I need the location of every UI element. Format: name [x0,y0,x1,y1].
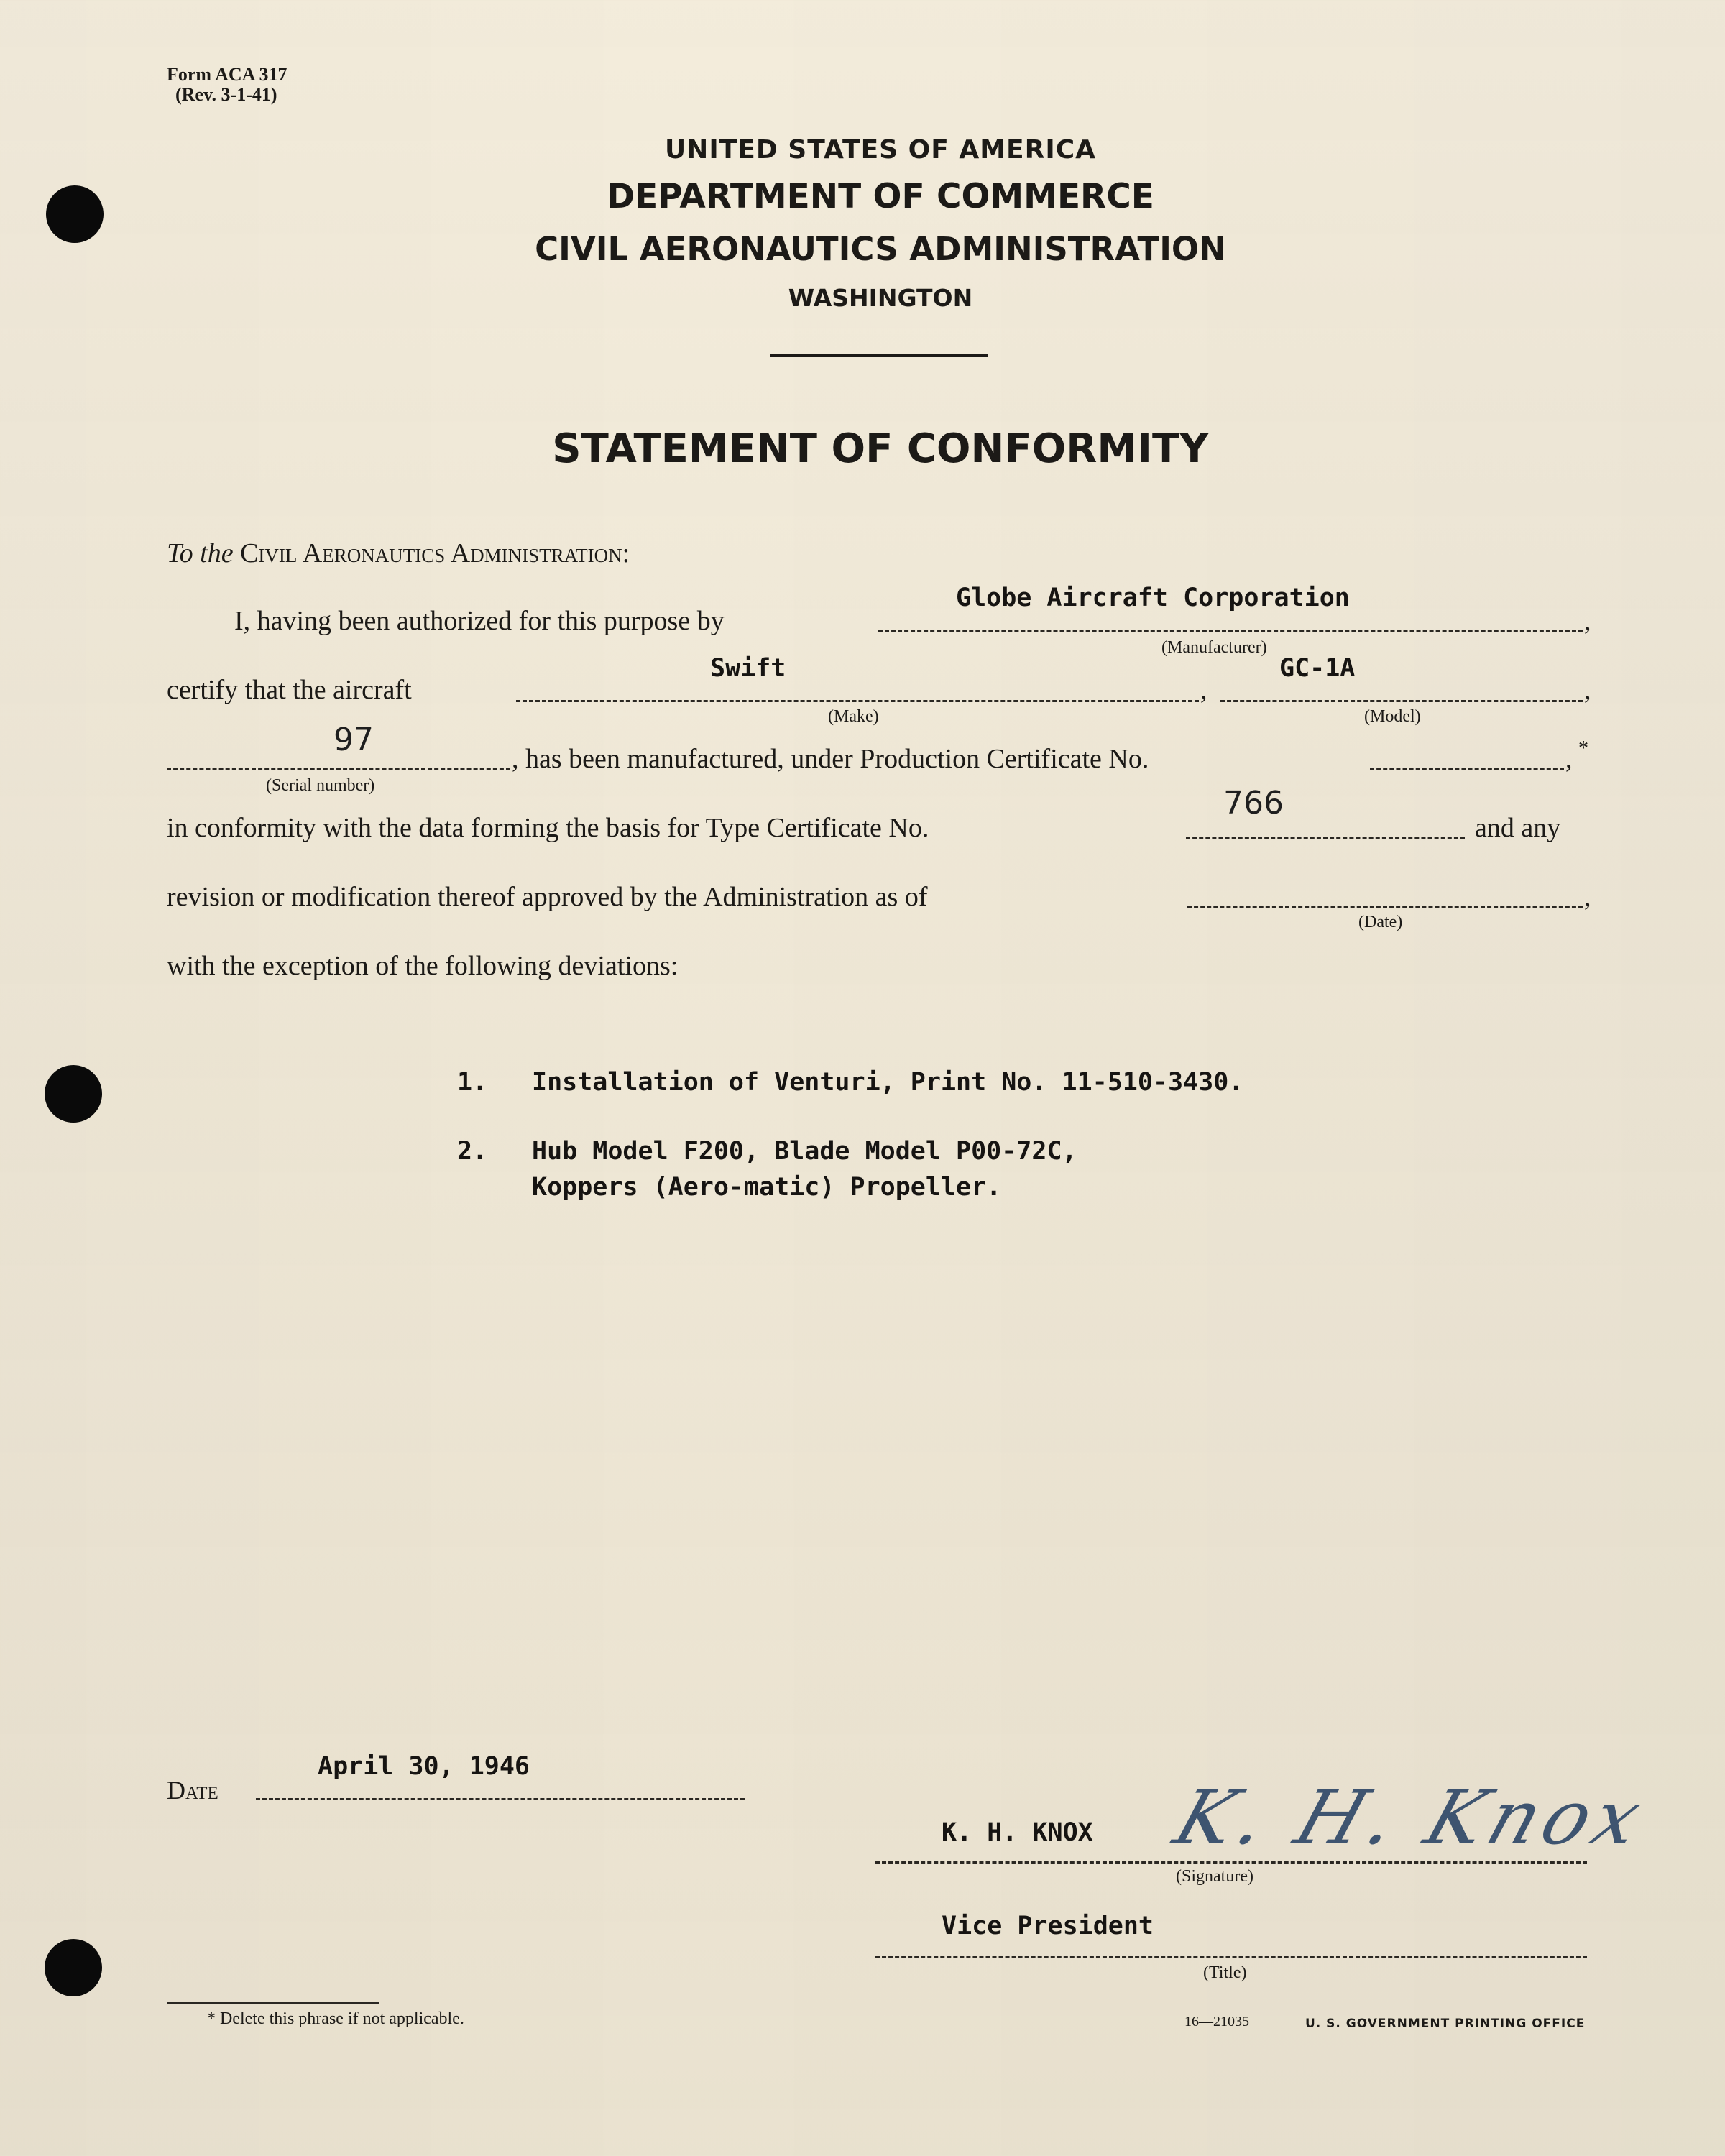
deviation-text: Installation of Venturi, Print No. 11-510-3430. [532,1068,1244,1097]
authorization-text: I, having been authorized for this purpose by [234,606,724,636]
model-value[interactable]: GC-1A [1279,654,1356,683]
approval-date-label: (Date) [1358,913,1403,931]
salutation-prefix: To the [167,538,234,568]
header-administration: CIVIL AERONAUTICS ADMINISTRATION [535,230,1226,268]
printer-imprint: U. S. GOVERNMENT PRINTING OFFICE [1305,2017,1586,2031]
manufacturer-label: (Manufacturer) [1162,638,1267,657]
make-label: (Make) [828,707,879,726]
form-number-block [167,65,288,105]
approval-date-field-line[interactable] [1187,906,1583,908]
binder-hole-middle [45,1065,102,1123]
deviation-number: 1. [457,1068,488,1097]
serial-number-label: (Serial number) [266,776,375,795]
header-country: UNITED STATES OF AMERICA [664,135,1097,165]
signature-label: (Signature) [1176,1867,1254,1886]
production-certificate-text: , has been manufactured, under Production Certificate No. [512,744,1149,774]
footnote: * Delete this phrase if not applicable. [207,2009,464,2028]
header-department: DEPARTMENT OF COMMERCE [607,177,1154,216]
binder-hole-bottom [45,1939,102,1996]
comma: , [1565,744,1573,774]
manufacturer-field-line [878,630,1583,632]
signatory-title: Vice President [942,1912,1154,1940]
model-field-line [1220,700,1583,702]
comma: , [1584,606,1591,636]
and-any-text: and any [1475,813,1561,843]
make-value[interactable]: Swift [710,654,786,683]
header-divider [770,354,988,357]
deviations-intro: with the exception of the following deviations: [167,951,678,981]
certify-text: certify that the aircraft [167,675,412,705]
deviation-text: Koppers (Aero-matic) Propeller. [532,1173,1002,1202]
manufacturer-value[interactable]: Globe Aircraft Corporation [956,584,1350,612]
document-title: STATEMENT OF CONFORMITY [552,425,1209,472]
serial-number-value[interactable]: 97 [334,722,374,758]
salutation-recipient: Civil Aeronautics Administration: [240,538,630,568]
title-field-line [875,1956,1587,1958]
serial-number-field-line [167,768,510,770]
print-code: 16—21035 [1184,2014,1249,2030]
approval-text: revision or modification thereof approved by the Administration as of [167,882,928,912]
form-revision: (Rev. 3-1-41) [175,84,277,105]
type-certificate-value[interactable]: 766 [1223,785,1284,821]
model-label: (Model) [1364,707,1421,726]
salutation [167,538,630,569]
type-certificate-field-line [1186,837,1465,839]
title-label: (Title) [1203,1963,1247,1982]
comma: , [1584,675,1591,705]
comma: , [1584,882,1591,912]
typed-name: K. H. KNOX [942,1818,1093,1847]
header-city: WASHINGTON [788,284,973,312]
form-number: Form ACA 317 [167,64,288,85]
production-certificate-field-line[interactable] [1370,768,1564,770]
footnote-rule [167,2002,380,2004]
deviation-number: 2. [457,1137,488,1166]
date-field-line [256,1798,745,1800]
type-certificate-text: in conformity with the data forming the basis for Type Certificate No. [167,813,929,843]
deviation-text: Hub Model F200, Blade Model P00-72C, [532,1137,1077,1166]
signature[interactable]: K. H. Knox [1164,1774,1658,1861]
date-value[interactable]: April 30, 1946 [318,1752,530,1781]
make-field-line [516,700,1199,702]
comma: , [1200,675,1208,705]
footnote-asterisk: * [1578,737,1588,760]
date-label: Date [167,1776,218,1805]
signature-field-line [875,1861,1587,1864]
